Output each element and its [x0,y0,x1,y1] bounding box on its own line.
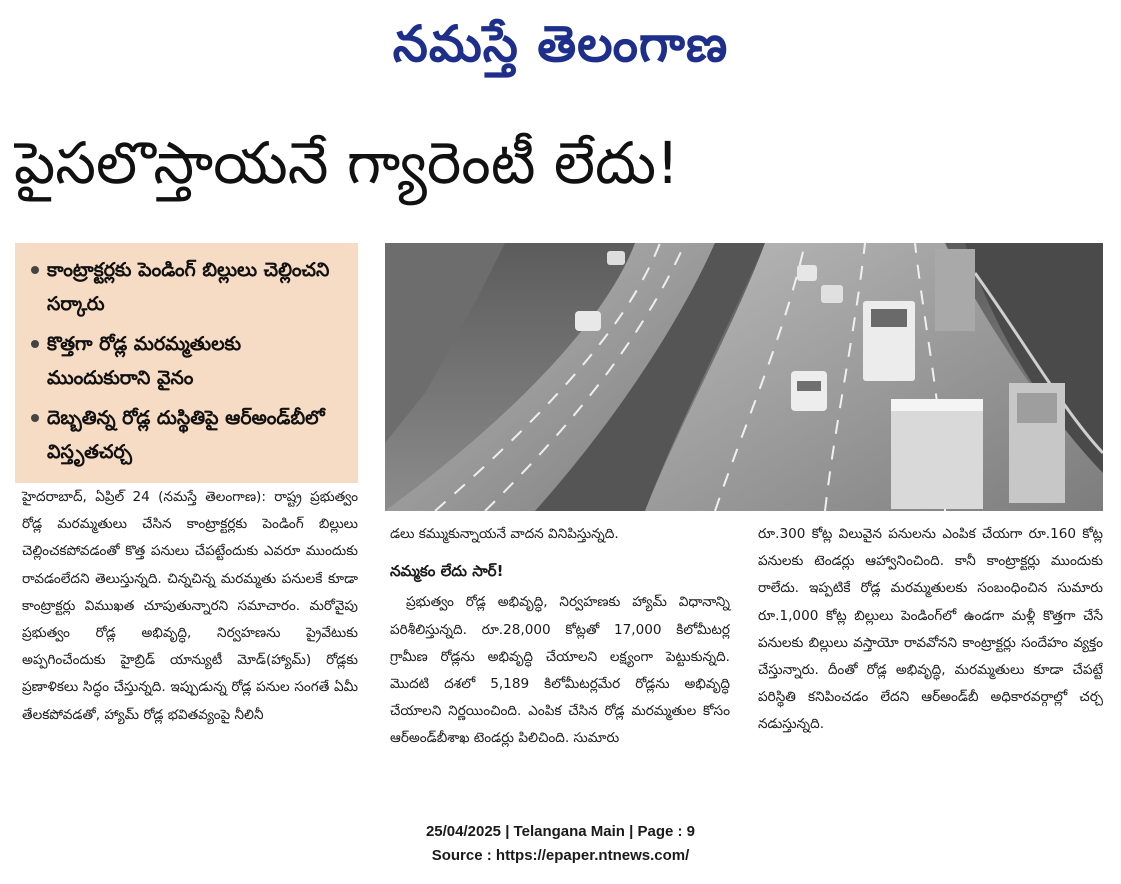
bullet-icon [31,266,39,274]
bullet-icon [31,340,39,348]
article-paragraph: హైదరాబాద్, ఏప్రిల్ 24 (నమస్తే తెలంగాణ): రాష్ట్ర ప్రభుత్వం రోడ్ల మరమ్మతులు చేసిన కాంట్రాక్టర్లకు పెండింగ్ బిల్లులు చెల్లించకపోవడంతో కొత్త పనులు చేపట్టేందుకు ఎవరూ ముందుకు రావడంలేదని తెలుస్తున్నది. చిన్నచిన్న మరమ్మతు పనులకే కూడా కాంట్రాక్టర్లు విముఖత చూపుతున్నారని సమాచారం. మరోవైపు ప్రభుత్వం రోడ్ల అభివృద్ధి, నిర్వహణను ప్రైవేటుకు అప్పగించేందుకు హైబ్రిడ్ యాన్యుటీ మోడ్(హ్యామ్) రోడ్లకు ప్రణాళికలు సిద్ధం చేస్తున్నది. ఇప్పుడున్న రోడ్ల పనుల సంగతే ఏమీ తేలకపోవడతో, హ్యామ్ రోడ్ల భవితవ్యంపై నీలినీ [22,489,358,723]
headline: పైసలొస్తాయనే గ్యారెంటీ లేదు! [14,129,680,197]
deck-text: కొత్తగా రోడ్ల మరమ్మతులకు ముందుకురాని వైనం [47,333,242,389]
article-column-2 [390,521,730,753]
deck-text: దెబ్బతిన్న రోడ్ల దుస్థితిపై ఆర్అండ్‌బీలో విస్తృతచర్చ [47,407,325,463]
masthead-logo: నమస్తే తెలంగాణ [392,14,729,73]
article-paragraph: డలు కమ్ముకున్నాయనే వాదన వినిపిస్తున్నది. [390,526,619,542]
deck-text: కాంట్రాక్టర్లకు పెండింగ్ బిల్లులు చెల్లించని సర్కారు [47,259,330,315]
deck-item [27,401,346,469]
article-paragraph: రూ.300 కోట్ల విలువైన పనులను ఎంపిక చేయగా రూ.160 కోట్ల పనులకు టెండర్లు ఆహ్వానించింది. కానీ కాంట్రాక్టర్లు ముందుకు రాలేదు. ఇప్పటికే రోడ్ల మరమ్మతులకు సంబంధించిన సుమారు రూ.1,000 కోట్ల బిల్లులు పెండింగ్‌లో ఉండగా మళ్లీ కొత్తగా చేసే పనులకు బిల్లులు వస్తాయో రావవోనని కాంట్రాక్టర్లు సందేహం వ్యక్తం చేస్తున్నారు. దీంతో రోడ్ల అభివృద్ధి, మరమ్మతులు కూడా చేపట్టే పరిస్థితి కనిపించడం లేదని ఆర్అండ్‌బీ అధికారవర్గాల్లో చర్చ నడుస్తున్నది. [758,526,1103,733]
article-column-3 [758,521,1103,739]
highway-photo-illustration [385,243,1103,511]
bullet-icon [31,414,39,422]
page-footer [0,820,1121,868]
article-paragraph: ప్రభుత్వం రోడ్ల అభివృద్ధి, నిర్వహణకు హ్యామ్ విధానాన్ని పరిశీలిస్తున్నది. రూ.28,000 కోట్లతో 17,000 కిలోమీటర్ల గ్రామీణ రోడ్లను అభివృద్ధి చేయాలని లక్ష్యంగా పెట్టుకున్నది. మొదటి దశలో 5,189 కిలోమీటర్లమేర రోడ్లను అభివృద్ధి చేయాలని నిర్ణయించింది. ఎంపిక చేసిన రోడ్ల మరమ్మతుల కోసం ఆర్అండ్‌బీశాఖ టెండర్లు పిలిచింది. సుమారు [390,594,730,747]
footer-source-line: Source : https://epaper.ntnews.com/ [431,847,690,864]
deck-box [15,243,358,483]
deck-item [27,327,346,395]
article-subhead: నమ్మకం లేదు సార్! [390,562,504,581]
article-column-1 [22,484,358,729]
footer-date-line: 25/04/2025 | Telangana Main | Page : 9 [425,823,696,840]
highway-photo [385,243,1103,511]
deck-item [27,253,346,321]
